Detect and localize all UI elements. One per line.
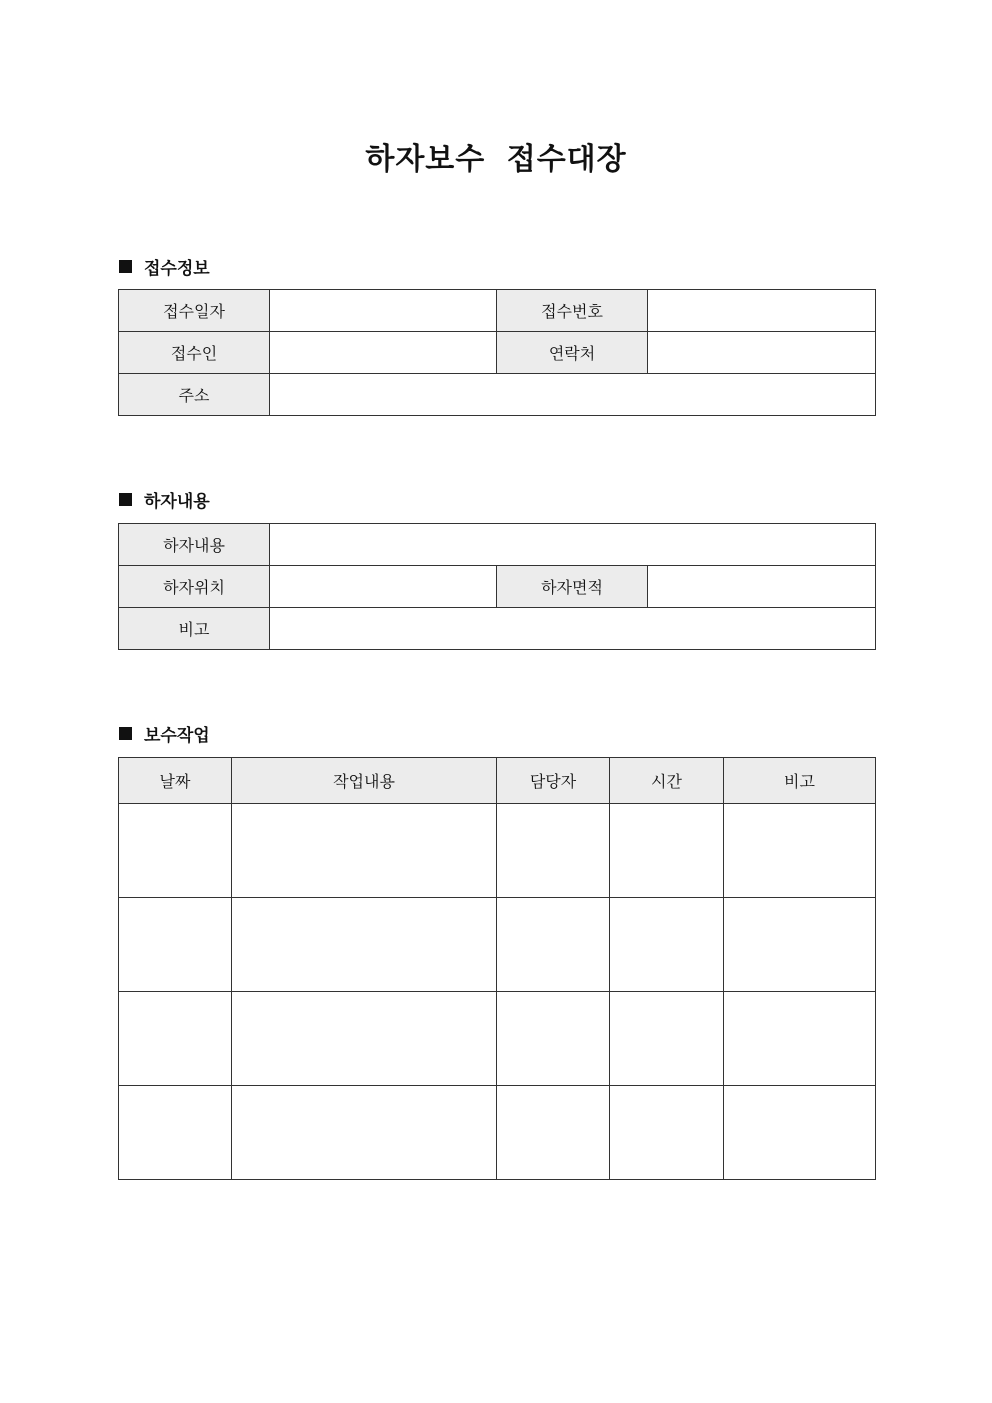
cell-note[interactable] <box>724 1086 876 1180</box>
cell-note[interactable] <box>724 804 876 898</box>
defect-table <box>118 523 876 650</box>
cell-work[interactable] <box>232 1086 497 1180</box>
cell-date[interactable] <box>119 992 232 1086</box>
cell-date[interactable] <box>119 804 232 898</box>
label-address: 주소 <box>119 374 270 416</box>
cell-time[interactable] <box>610 898 724 992</box>
table-header-row <box>119 758 876 804</box>
column-header-time: 시간 <box>610 758 724 804</box>
column-header-date: 날짜 <box>119 758 232 804</box>
table-row <box>119 290 876 332</box>
cell-time[interactable] <box>610 804 724 898</box>
field-reception-number[interactable] <box>648 290 876 332</box>
field-defect-location[interactable] <box>270 566 497 608</box>
table-row <box>119 992 876 1086</box>
table-row <box>119 374 876 416</box>
section-heading-defect <box>119 487 210 512</box>
column-header-work: 작업내용 <box>232 758 497 804</box>
table-row <box>119 804 876 898</box>
cell-manager[interactable] <box>497 1086 610 1180</box>
table-row <box>119 524 876 566</box>
field-reception-date[interactable] <box>270 290 497 332</box>
label-reception-date: 접수일자 <box>119 290 270 332</box>
cell-manager[interactable] <box>497 992 610 1086</box>
section-heading-label: 보수작업 <box>144 726 210 746</box>
table-row <box>119 608 876 650</box>
label-defect-area: 하자면적 <box>497 566 648 608</box>
column-header-manager: 담당자 <box>497 758 610 804</box>
square-bullet-icon <box>119 493 132 506</box>
cell-work[interactable] <box>232 992 497 1086</box>
cell-manager[interactable] <box>497 898 610 992</box>
repair-table <box>118 757 876 1180</box>
cell-date[interactable] <box>119 898 232 992</box>
square-bullet-icon <box>119 727 132 740</box>
field-receiver[interactable] <box>270 332 497 374</box>
label-reception-number: 접수번호 <box>497 290 648 332</box>
label-contact: 연락처 <box>497 332 648 374</box>
section-heading-reception <box>119 254 210 279</box>
label-defect-location: 하자위치 <box>119 566 270 608</box>
label-defect-note: 비고 <box>119 608 270 650</box>
label-receiver: 접수인 <box>119 332 270 374</box>
cell-work[interactable] <box>232 804 497 898</box>
square-bullet-icon <box>119 260 132 273</box>
label-defect-content: 하자내용 <box>119 524 270 566</box>
field-defect-area[interactable] <box>648 566 876 608</box>
reception-table <box>118 289 876 416</box>
table-row <box>119 1086 876 1180</box>
section-heading-repair <box>119 721 210 746</box>
table-row <box>119 566 876 608</box>
field-defect-content[interactable] <box>270 524 876 566</box>
cell-work[interactable] <box>232 898 497 992</box>
field-contact[interactable] <box>648 332 876 374</box>
page-title: 하자보수 접수대장 <box>365 142 627 177</box>
cell-time[interactable] <box>610 992 724 1086</box>
column-header-note: 비고 <box>724 758 876 804</box>
cell-time[interactable] <box>610 1086 724 1180</box>
section-heading-label: 하자내용 <box>144 492 210 512</box>
cell-note[interactable] <box>724 992 876 1086</box>
field-address[interactable] <box>270 374 876 416</box>
field-defect-note[interactable] <box>270 608 876 650</box>
table-row <box>119 898 876 992</box>
section-heading-label: 접수정보 <box>144 259 210 279</box>
table-row <box>119 332 876 374</box>
cell-note[interactable] <box>724 898 876 992</box>
cell-manager[interactable] <box>497 804 610 898</box>
cell-date[interactable] <box>119 1086 232 1180</box>
